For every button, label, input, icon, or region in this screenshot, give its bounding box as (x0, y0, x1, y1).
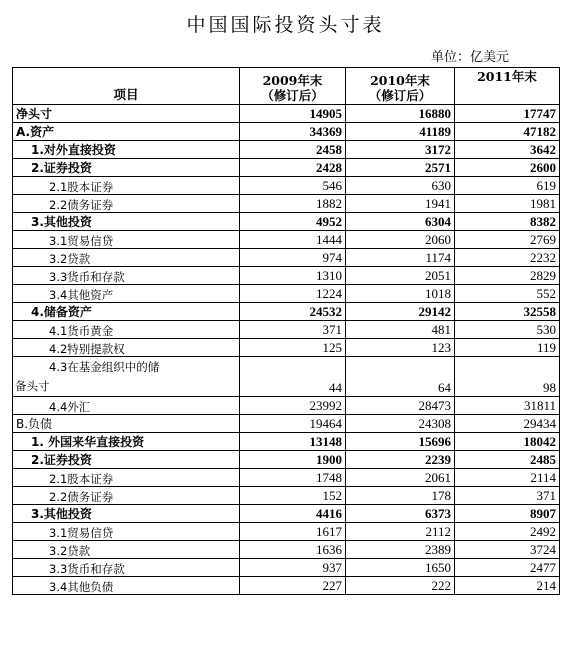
cell-2009: 227 (240, 577, 346, 595)
cell-2009: 2428 (240, 159, 346, 177)
table-row (13, 487, 560, 505)
cell-2010: 2060 (346, 231, 455, 249)
row-label: 3.其他投资 (13, 213, 240, 231)
cell-2010: 2571 (346, 159, 455, 177)
row-label: 1.对外直接投资 (13, 141, 240, 159)
table-row (13, 321, 560, 339)
cell-2009: 371 (240, 321, 346, 339)
table-row (13, 231, 560, 249)
cell-2011: 47182 (455, 123, 560, 141)
table-header-row (13, 68, 560, 105)
cell-2009: 4952 (240, 213, 346, 231)
row-label: 3.其他投资 (13, 505, 240, 523)
row-label: 2.证券投资 (13, 451, 240, 469)
row-label-line2: 备头寸 (15, 379, 50, 393)
cell-2009: 2458 (240, 141, 346, 159)
table-row (13, 123, 560, 141)
row-label: 2.2债务证券 (13, 195, 240, 213)
row-label: 4.1货币黄金 (13, 321, 240, 339)
header-2009: 2009年末 （修订后） (240, 68, 346, 105)
unit-label: 单位：亿美元 (430, 50, 509, 65)
row-label: B.负债 (13, 415, 240, 433)
cell-2010: 1018 (346, 285, 455, 303)
cell-2010: 1174 (346, 249, 455, 267)
cell-2010: 2389 (346, 541, 455, 559)
cell-2011: 619 (455, 177, 560, 195)
cell-2011: 2485 (455, 451, 560, 469)
table-row (13, 541, 560, 559)
cell-2010: 16880 (346, 105, 455, 123)
table-row (13, 177, 560, 195)
cell-2009: 14905 (240, 105, 346, 123)
row-label (13, 357, 240, 397)
cell-2010: 1941 (346, 195, 455, 213)
cell-2009: 974 (240, 249, 346, 267)
cell-2009: 34369 (240, 123, 346, 141)
cell-2011: 29434 (455, 415, 560, 433)
cell-2010: 123 (346, 339, 455, 357)
cell-2010: 24308 (346, 415, 455, 433)
cell-2009: 24532 (240, 303, 346, 321)
row-label: 3.1贸易信贷 (13, 231, 240, 249)
row-label: 4.储备资产 (13, 303, 240, 321)
cell-2010: 178 (346, 487, 455, 505)
header-2011: 2011年末 (455, 68, 560, 105)
cell-2009: 44 (240, 357, 346, 397)
cell-2010: 2051 (346, 267, 455, 285)
cell-2010: 41189 (346, 123, 455, 141)
table-row (13, 577, 560, 595)
cell-2011: 17747 (455, 105, 560, 123)
cell-2011: 2769 (455, 231, 560, 249)
row-label: 2.证券投资 (13, 159, 240, 177)
page-title: 中国国际投资头寸表 (186, 14, 385, 36)
row-label: 3.3货币和存款 (13, 559, 240, 577)
table-row (13, 195, 560, 213)
cell-2010: 64 (346, 357, 455, 397)
cell-2009: 1900 (240, 451, 346, 469)
cell-2011: 552 (455, 285, 560, 303)
cell-2010: 2112 (346, 523, 455, 541)
cell-2011: 2600 (455, 159, 560, 177)
cell-2010: 481 (346, 321, 455, 339)
cell-2010: 1650 (346, 559, 455, 577)
cell-2011: 3642 (455, 141, 560, 159)
cell-2009: 1310 (240, 267, 346, 285)
cell-2011: 18042 (455, 433, 560, 451)
table-row (13, 141, 560, 159)
row-label: 3.3货币和存款 (13, 267, 240, 285)
table-row (13, 285, 560, 303)
cell-2009: 23992 (240, 397, 346, 415)
table-row (13, 267, 560, 285)
table-row (13, 249, 560, 267)
table-row (13, 303, 560, 321)
cell-2011: 2477 (455, 559, 560, 577)
row-label: 3.1贸易信贷 (13, 523, 240, 541)
table-row (13, 339, 560, 357)
cell-2009: 152 (240, 487, 346, 505)
table-row (13, 213, 560, 231)
table-row (13, 505, 560, 523)
cell-2011: 119 (455, 339, 560, 357)
row-label: A.资产 (13, 123, 240, 141)
table-row (13, 469, 560, 487)
cell-2010: 222 (346, 577, 455, 595)
cell-2009: 13148 (240, 433, 346, 451)
cell-2009: 546 (240, 177, 346, 195)
cell-2011: 371 (455, 487, 560, 505)
cell-2011: 214 (455, 577, 560, 595)
row-label: 3.4其他负债 (13, 577, 240, 595)
table-row (13, 159, 560, 177)
cell-2011: 2114 (455, 469, 560, 487)
table-row (13, 523, 560, 541)
row-label: 2.2债务证券 (13, 487, 240, 505)
cell-2011: 32558 (455, 303, 560, 321)
cell-2009: 937 (240, 559, 346, 577)
cell-2010: 2239 (346, 451, 455, 469)
row-label: 净头寸 (13, 105, 240, 123)
cell-2010: 6373 (346, 505, 455, 523)
cell-2009: 1224 (240, 285, 346, 303)
cell-2011: 31811 (455, 397, 560, 415)
cell-2010: 3172 (346, 141, 455, 159)
row-label: 3.2贷款 (13, 249, 240, 267)
cell-2010: 28473 (346, 397, 455, 415)
cell-2010: 2061 (346, 469, 455, 487)
row-label: 2.1股本证券 (13, 469, 240, 487)
table-row (13, 415, 560, 433)
row-label: 4.4外汇 (13, 397, 240, 415)
cell-2011: 98 (455, 357, 560, 397)
row-label: 1. 外国来华直接投资 (13, 433, 240, 451)
cell-2011: 1981 (455, 195, 560, 213)
cell-2009: 4416 (240, 505, 346, 523)
cell-2010: 6304 (346, 213, 455, 231)
cell-2009: 1444 (240, 231, 346, 249)
table-row (13, 433, 560, 451)
table-row (13, 357, 560, 397)
cell-2011: 8907 (455, 505, 560, 523)
cell-2009: 19464 (240, 415, 346, 433)
header-item: 项目 (13, 68, 240, 105)
row-label: 2.1股本证券 (13, 177, 240, 195)
table-row (13, 105, 560, 123)
cell-2011: 2232 (455, 249, 560, 267)
row-label: 3.2贷款 (13, 541, 240, 559)
header-2010: 2010年末 （修订后） (346, 68, 455, 105)
table-row (13, 559, 560, 577)
cell-2009: 1882 (240, 195, 346, 213)
iip-table (12, 67, 560, 595)
cell-2009: 1636 (240, 541, 346, 559)
cell-2010: 15696 (346, 433, 455, 451)
cell-2010: 29142 (346, 303, 455, 321)
cell-2011: 8382 (455, 213, 560, 231)
cell-2011: 2492 (455, 523, 560, 541)
cell-2011: 3724 (455, 541, 560, 559)
cell-2011: 530 (455, 321, 560, 339)
table-row (13, 397, 560, 415)
row-label: 4.2特别提款权 (13, 339, 240, 357)
cell-2010: 630 (346, 177, 455, 195)
cell-2009: 1617 (240, 523, 346, 541)
row-label-line1: 4.3在基金组织中的储 (49, 360, 160, 374)
cell-2009: 125 (240, 339, 346, 357)
row-label: 3.4其他资产 (13, 285, 240, 303)
cell-2011: 2829 (455, 267, 560, 285)
table-row (13, 451, 560, 469)
cell-2009: 1748 (240, 469, 346, 487)
